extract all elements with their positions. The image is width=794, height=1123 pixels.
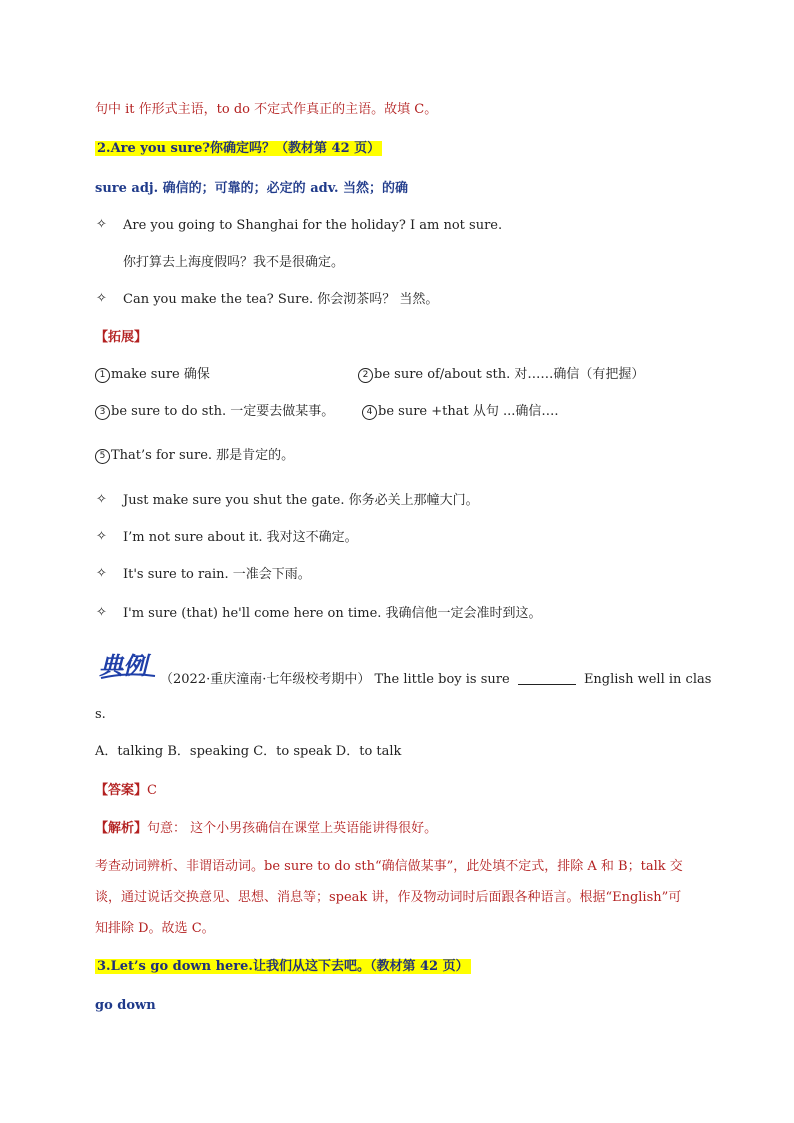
- analysis-paragraph-1: 考查动词辨析、非谓语动词。be sure to do sth“确信做某事”，此处填不定式，排除 A 和 B；talk 交: [95, 859, 683, 874]
- bullet-icon: ✧: [96, 566, 107, 581]
- answer-blank: [518, 672, 576, 685]
- bullet-icon: ✧: [96, 492, 107, 507]
- heading-highlight: 2.Are you sure?你确定吗？（教材第 42 页）: [97, 141, 381, 156]
- definition-sure: sure adj. 确信的；可靠的；必定的 adv. 当然；的确: [95, 181, 409, 196]
- phrase-2: 2 be sure of/about sth. 对……确信（有把握）: [358, 366, 644, 384]
- example-1-en: Are you going to Shanghai for the holiday? I am not sure.: [123, 218, 503, 233]
- phrase-3: 3 be sure to do sth. 一定要去做某事。: [95, 403, 334, 421]
- logo-text: 典例: [99, 651, 147, 680]
- number-circle: 1: [95, 368, 110, 383]
- question-text-b: English well in clas: [583, 672, 712, 687]
- question-text-c: s.: [95, 707, 106, 722]
- analysis-paragraph-2: 谈，通过说话交换意见、思想、消息等；speak 讲，作及物动词时后面跟各种语言。根据“English”可: [95, 890, 682, 905]
- example-logo-icon: [97, 648, 159, 682]
- analysis-label: 【解析】: [95, 821, 148, 836]
- phrase-5: 5 That’s for sure. 那是肯定的。: [95, 447, 294, 465]
- phrase-1: 1 make sure 确保: [95, 366, 210, 384]
- number-circle: 2: [358, 368, 373, 383]
- question-line: [160, 671, 711, 689]
- example-5: It's sure to rain. 一准会下雨。: [123, 567, 311, 582]
- heading-highlight: 3.Let’s go down here.让我们从这下去吧。（教材第 42 页）: [97, 959, 469, 974]
- analysis-text: 句意： 这个小男孩确信在课堂上英语能讲得很好。: [147, 821, 438, 836]
- example-6: I'm sure (that) he'll come here on time. 我确信他一定会准时到这。: [123, 606, 542, 621]
- analysis-line: [95, 820, 437, 838]
- section-heading-2: [95, 140, 382, 158]
- section-heading-3: [95, 958, 471, 976]
- example-4: I’m not sure about it. 我对这不确定。: [123, 530, 358, 545]
- bullet-icon: ✧: [96, 529, 107, 544]
- answer-options: A．talking B．speaking C．to speak D．to talk: [95, 744, 402, 759]
- example-2: Can you make the tea? Sure. 你会沏茶吗？ 当然。: [123, 292, 439, 307]
- bullet-icon: ✧: [96, 291, 107, 306]
- phrase-4: 4 be sure +that 从句 ...确信….: [362, 403, 559, 421]
- number-circle: 5: [95, 449, 110, 464]
- question-source: （2022·重庆潼南·七年级校考期中）: [160, 672, 371, 687]
- answer-line: [95, 782, 157, 800]
- number-circle: 4: [362, 405, 377, 420]
- extension-label: 【拓展】: [95, 330, 148, 345]
- answer-value: C: [147, 783, 157, 798]
- example-1-cn: 你打算去上海度假吗？我不是很确定。: [123, 255, 345, 270]
- bullet-icon: ✧: [96, 605, 107, 620]
- analysis-paragraph-3: 知排除 D。故选 C。: [95, 921, 215, 936]
- phrase-go-down: go down: [95, 998, 156, 1013]
- prev-answer-line: 句中 it 作形式主语，to do 不定式作真正的主语。故填 C。: [95, 102, 438, 117]
- answer-label: 【答案】: [95, 783, 148, 798]
- number-circle: 3: [95, 405, 110, 420]
- question-text-a: The little boy is sure: [374, 672, 510, 687]
- bullet-icon: ✧: [96, 217, 107, 232]
- example-3: Just make sure you shut the gate. 你务必关上那幢大门。: [123, 493, 479, 508]
